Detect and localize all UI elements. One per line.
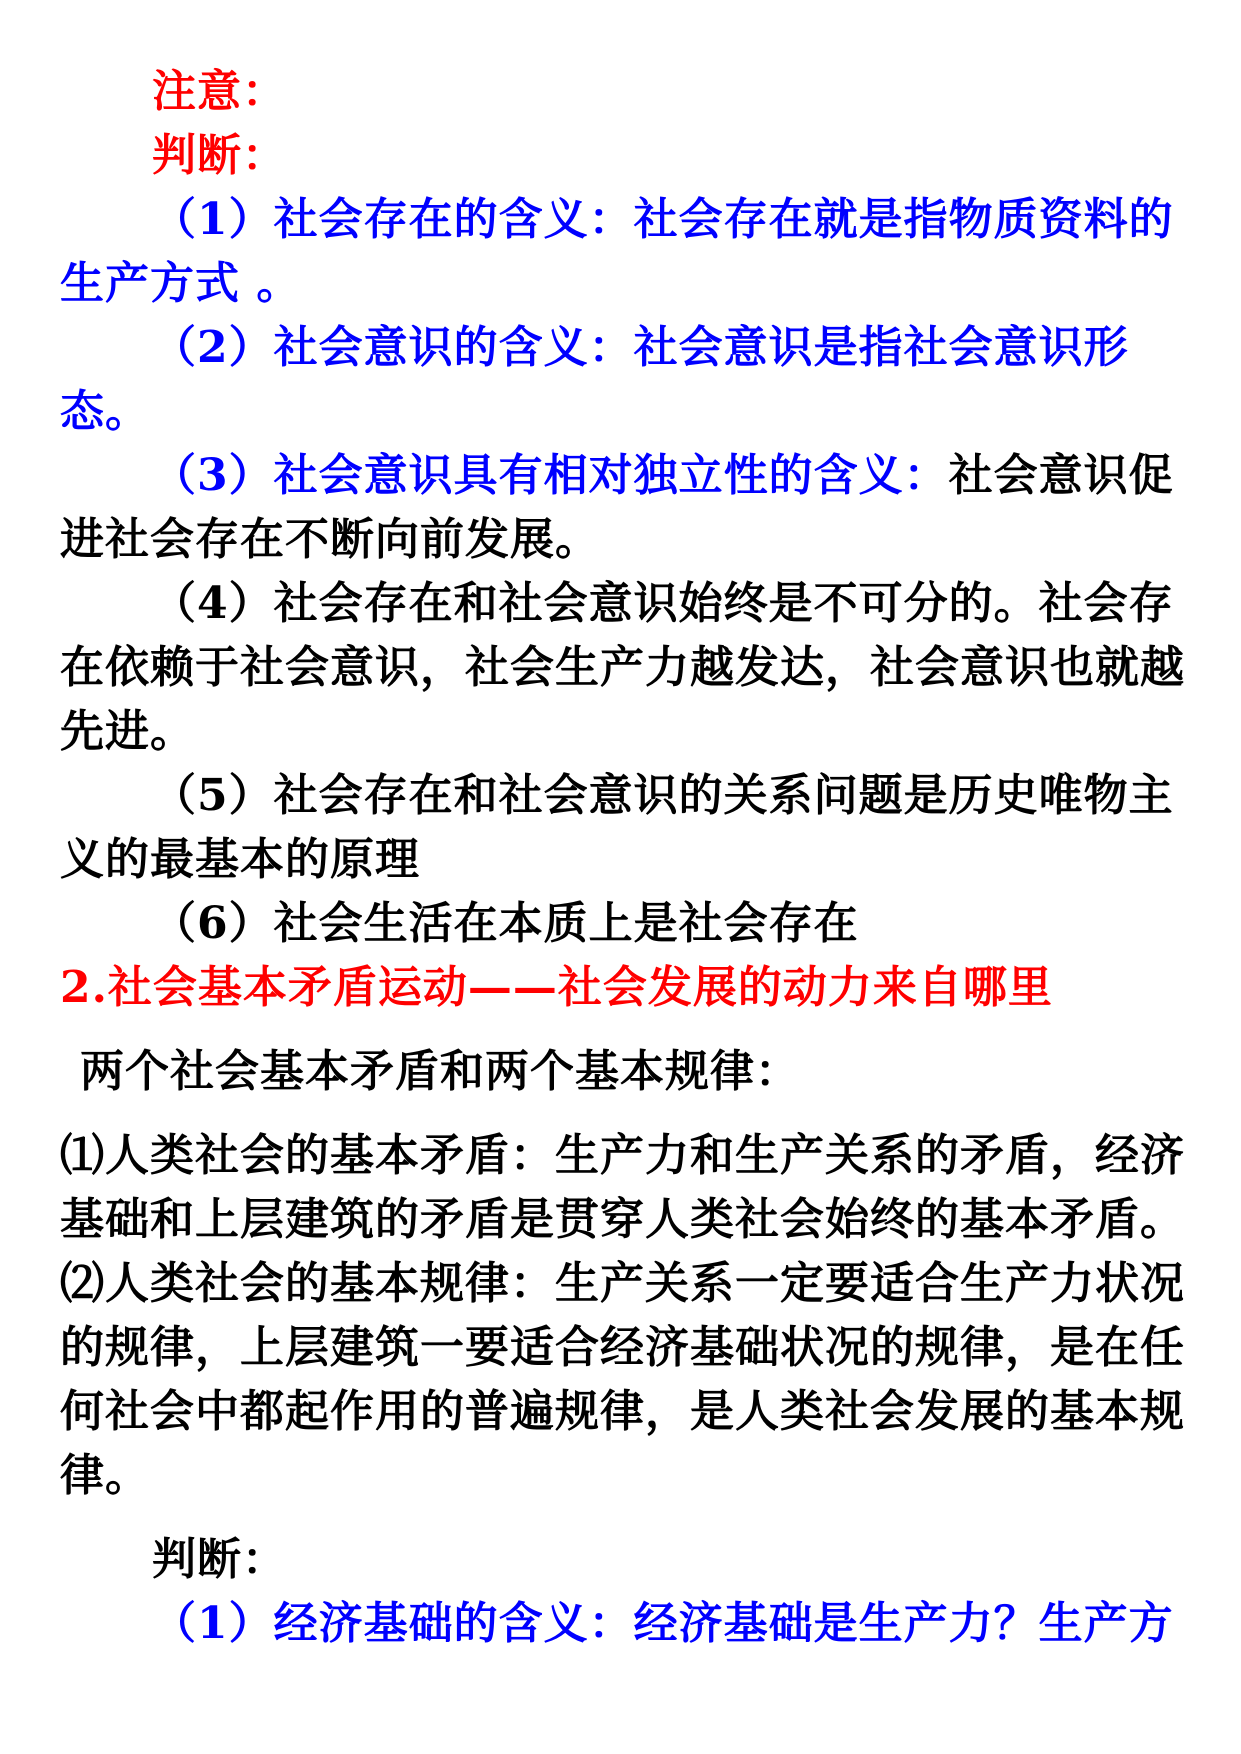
judge-item-final: （1）经济基础的含义：经济基础是生产力？生产方 bbox=[152, 1598, 1174, 1649]
judge-heading: 判断： bbox=[152, 130, 287, 181]
section-2-intro: 两个社会基本矛盾和两个基本规律： bbox=[80, 1046, 800, 1097]
section-2-title: 2.社会基本矛盾运动——社会发展的动力来自哪里 bbox=[60, 962, 1053, 1013]
note-heading: 注意： bbox=[152, 66, 287, 117]
document-page bbox=[60, 60, 1190, 1656]
judge-item-2: （2）社会意识的含义：社会意识是指社会意识形态。 bbox=[60, 322, 1129, 437]
basic-contradiction: ⑴人类社会的基本矛盾：生产力和生产关系的矛盾，经济基础和上层建筑的矛盾是贯穿人类社会始终的基本矛盾。 bbox=[60, 1130, 1185, 1245]
judge-item-6: （6）社会生活在本质上是社会存在 bbox=[152, 898, 859, 949]
judge-item-4: （4）社会存在和社会意识始终是不可分的。社会存在依赖于社会意识，社会生产力越发达，社会意识也就越先进。 bbox=[60, 578, 1185, 757]
judge-item-5: （5）社会存在和社会意识的关系问题是历史唯物主义的最基本的原理 bbox=[60, 770, 1174, 885]
judge-item-1: （1）社会存在的含义：社会存在就是指物质资料的生产方式 。 bbox=[60, 194, 1174, 309]
judge-item-3 bbox=[60, 444, 1190, 572]
judge-heading-2: 判断： bbox=[152, 1534, 287, 1585]
judge-item-3-question: （3）社会意识具有相对独立性的含义： bbox=[152, 450, 949, 501]
basic-law: ⑵人类社会的基本规律：生产关系一定要适合生产力状况的规律，上层建筑一要适合经济基础状况的规律，是在任何社会中都起作用的普遍规律，是人类社会发展的基本规律。 bbox=[60, 1258, 1185, 1501]
judge-item-3-statement: 社会意识促进社会存在不断向前发展。 bbox=[60, 450, 1174, 565]
